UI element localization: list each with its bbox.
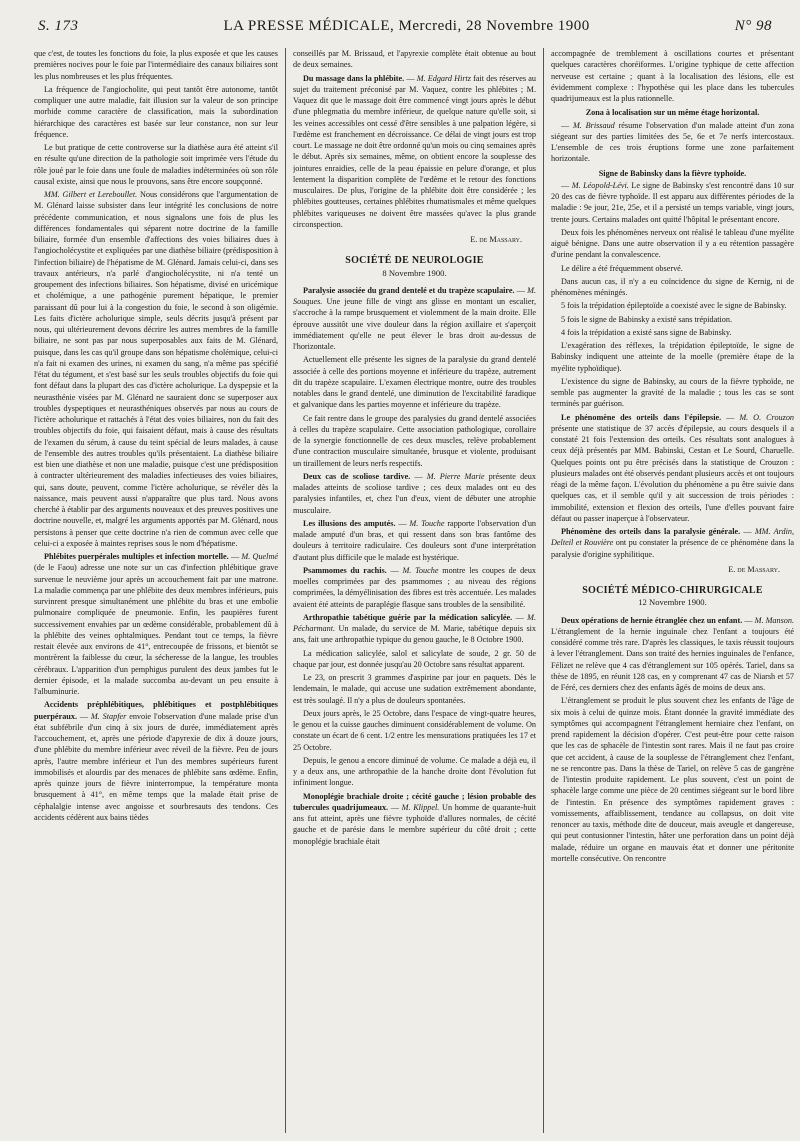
paragraph-text: (de le Faou) adresse une note sur un cas d'infection phlébitique grave survenue le neuvième jour après un accouchement fait par une matrone. La maladie commença par une phlébite des deux membres inférieurs, puis survinrent presque simultanément une phlébite du bras et une embolie pulmonaire compliquée de pneumonie. Enfin, les paupières furent successivement envahies par un œdème considérable, probablement dû à la phlébite des veines ophtalmiques. Pendant tout ce temps, la fièvre restait élevée aux environs de 41°, entrecoupée de frissons, et bientôt se montrèrent la faiblesse du cœur, la sécheresse de la langue, les troubles cérébraux. L'apparition d'un pemphigus purulent des deux jambes fut le dernier épisode, et la malade succomba au-devant un peu ensuite à l'albuminurie. [34,563,278,696]
column-2 [293,48,536,1135]
article-title: Arthropathie tabétique guérie par la médication salicylée. [303,612,513,622]
author-name: M. Touche [409,518,445,528]
paragraph: Arthropathie tabétique guérie par la médication salicylée. — M. Pécharmant. Un malade, du service de M. Marie, tabétique depuis six ans, fait une arthropathie typique du genou gauche, le 8 Octobre 1900. [293,612,536,645]
author-name: M. Manson. [754,615,794,625]
paragraph: La fréquence de l'angiocholite, qui peut tantôt être autonome, tantôt compliquer une autre maladie, fait illusion sur la valeur de son principe morbide comme caractère de classification, mais la subordination hiérarchique des caractères est basée sur leur constance, non sur leur fréquence. [34,84,278,139]
author-name: M. Klippel. [401,802,440,812]
column-rule [543,48,544,1133]
paragraph: Ce fait rentre dans le groupe des paralysies du grand dentelé associées à celles du trapèze scapulaire. Cette association pathologique, corollaire de la synergie fonctionnelle de ces deux muscles, relève probablement d'une contraction musculaire simultanée, brusque et violente, produisant un tiraillement de leurs nerfs respectifs. [293,413,536,468]
paragraph: 4 fois la trépidation a existé sans signe de Babinsky. [561,327,732,337]
paragraph: Phénomène des orteils dans la paralysie générale. — MM. Ardin, Delteil et Rouvière ont pu constater la présence de ce phénomène dans la paralysie d'origine syphilitique. [551,527,794,559]
article-title: Accidents préphlébitiques, phlébitiques et postphlébitiques puerpéraux. [34,700,278,721]
paragraph: La médication salicylée, salol et salicylate de soude, 2 gr. 50 de chaque par jour, est donnée jusqu'au 20 Octobre sans résultat apparent. [293,648,536,669]
paragraph-text: Nous considérons que l'argumentation de M. Glénard laisse subsister dans leur intégrité les conclusions de notre précédente communication, et nous signalons une fois de plus les différences fondamentales qui séparent notre doctrine de la famille biliaire, formée d'un ensemble d'affections des voies biliaires dues à l'angiocholécystite et expliquées par une diathèse biliaire (prédisposition à l'infection biliaire) de l'hépatisme de M. Glénard. Jamais celui-ci, dans ses travaux antérieurs, n'a parlé d'angiocholécystite, ni n'a tenté un groupement des infections biliaires. Son hépatisme, divisé en uricémique et cholémique, a une pathogénie purement hépatique, le premier paraissant dû pour lui à la congestion du foie, le second à son oligémie. Les faits d'ictère acholurique simple, seuls décrits jusqu'à présent par nous, qui ultérieurement devons décrire les autres membres de la famille biliaire, ne sont pas par nous superposables aux faits de M. Glénard, puisque, dans les cas qu'il groupe dans son hépatisme cholémique, celui-ci n'a fait ni examen des urines, ni examen du sang, n'a même pas spécifié l'état du tégument, et s'est basé sur les seuls troubles objectifs du foie qui font défaut dans la plupart des cas d'ictère acholurique. La dyspepsie et la neurasthénie visées par M. Glénard ne sauraient donc se superposer aux troubles dyspeptiques et neurasthéniques observés par nous au cours de l'ictère acholurique et rattachés à l'état des voies biliaires, non du fait des troubles objectifs du foie, qui faisaient défaut, mais à cause des résultats de l'examen du sérum, à cause du teint spécial de leurs malades, à cause de l'ensemble des autres troubles qu'ils présentaient. La diathèse biliaire est bien une diathèse et non une maladie, puisque c'est une prédisposition à contracter ultérieurement des maladies infectieuses des voies biliaires, qui, sans doute, peuvent, comme l'ictère acholurique, se révéler dès la naissance, mais peuvent aussi n'apparaître que plus tard. Nous avons cherché à établir par des arguments nouveaux et des preuves positives une doctrine nouvelle, et, malgré les arguments apportés par M. Glénard, nous persistons à penser que cette doctrine n'a rien de commun avec celle que celui-ci a exposée à maintes reprises sous le nom d'hépatisme. [34,190,278,548]
paragraph: Paralysie associée du grand dentelé et du trapèze scapulaire. — M. Souques. Une jeune fille de vingt ans glisse en montant un escalier, s'accroche à la rampe brusquement et violemment de la main droite. Elle éprouve aussitôt une vive douleur dans la région axillaire et s'aperçoit immédiatement qu'elle ne peut élever le bras droit au-dessus de l'horizontale. [293,285,536,351]
article-title: Monoplégie brachiale droite ; cécité gauche ; lésion probable des tubercules quadrijumeaux. [293,791,536,812]
paragraph-text: L'étranglement de la hernie inguinale chez l'enfant a toujours été considéré comme très rare. D'après les classiques, le taxis réussit toujours à lever l'étranglement. Dans son traité des hernies inguinales de l'enfance, Félizet ne relève que 4 cas d'étranglement sur 105 opérés. Tariel, dans sa thèse de 1895, en réunit 128 cas, en y comprenant 47 cas de Niarsh et 57 de Féré, ces derniers chez des enfants âgés de moins de deux ans. [551,626,794,692]
author-name: M. Pierre Marie [426,471,485,481]
paragraph: — M. Brissaud résume l'observation d'un malade atteint d'un zona siégeant sur des parties limitées des 5e, 6e et 7e nerfs intercostaux. L'ensemble de ces trois éruptions forme une zone parfaitement horizontale. [551,120,794,164]
journal-title: LA PRESSE MÉDICALE, Mercredi, 28 Novembre 1900 [223,18,590,34]
paragraph: 5 fois le signe de Babinsky a existé sans trépidation. [561,314,732,324]
article-title: Psammomes du rachis. [303,565,387,575]
column-3 [551,48,794,1135]
paragraph: Le but pratique de cette controverse sur la diathèse aura été atteint s'il en résulte qu'une direction de la pathologie soit imprimée vers l'étude du rôle joué par le foie dans une foule de maladies indéterminées où son rôle causal existe, ainsi que nous le prouvons, sans être encore soupçonné. [34,143,278,186]
paragraph: 5 fois la trépidation épileptoïde a coexisté avec le signe de Babinsky. [561,301,787,311]
author-name: M. Léopold-Lévi. [571,180,629,190]
paragraph [34,189,278,549]
signature: E. de Massary. [470,235,522,244]
paragraph: Le 23, on prescrit 3 grammes d'aspirine par jour en paquets. Dès le lendemain, le malade, qui accuse une sudation extrêmement abondante, est très soulagé. Il n'y a plus de douleurs spontanées. [293,673,536,705]
paragraph-text: rapporte l'observation d'un malade amputé d'un bras, et qui ressent dans son bras fantôme des douleurs à territoire radiculaire. Ces douleurs sont d'une interprétation d'autant plus difficile que le malade est hystérique. [293,518,536,562]
paragraph: Deux jours après, le 25 Octobre, dans l'espace de vingt-quatre heures, le genou et la cuisse gauches diminuent considérablement de volume. On constate un écart de 6 cent. 1/2 entre les mensurations pratiquées les 17 et 25 Octobre. [293,708,536,752]
paragraph: que c'est, de toutes les fonctions du foie, la plus exposée et que les causes premières nocives pour le foie par l'intermédiaire des canaux biliaires sont les plus nombreuses et les plus fréquentes. [34,49,278,81]
section-date: 12 Novembre 1900. [638,597,707,608]
paragraph: Le phénomène des orteils dans l'épilepsie. — M. O. Crouzon présente une statistique de 37 accès d'épilepsie, au cours desquels il a constaté 21 fois l'extension des orteils. Ces résultats sont analogues à ceux déjà présentés par MM. Babinski, Cestan et Le Sourd, Charuelle. Quelques points ont pu être précisés dans la statistique de Crouzon : plusieurs malades ont été observés pendant plusieurs accès et ont toujours réagi de la même façon. L'évolution du phénomène a pu être suivie dans quelques cas, et il semble qu'il y ait succession de trois périodes : immobilité, extension et flexion des orteils, l'une d'elles pouvant faire défaut ou passer inaperçue à l'observateur. [551,412,794,523]
author-name: M. Stapfer [90,711,127,721]
section-title: SOCIÉTÉ MÉDICO-CHIRURGICALE [582,585,763,596]
paragraph: Psammomes du rachis. — M. Touche montre les coupes de deux moelles comprimées par des psammomes ; au niveau des régions comprimées, la démyélinisation des fibres est très accentuée. Les malades avaient été atteints de paraplégie flasque sans troubles de la sensibilité. [293,565,536,609]
article-title: Zona à localisation sur un même étage horizontal. [585,108,760,118]
paragraph: L'exagération des réflexes, la trépidation épileptoïde, le signe de Babinsky indiquent une atteinte de la moelle (première étape de la myélite typhoïdique). [551,341,794,373]
paragraph-text: montre les coupes de deux moelles comprimées par des psammomes ; au niveau des régions comprimées, la démyélinisation des fibres est très accentuée. Les malades avaient été atteints de paraplégie flasque sans troubles de la sensibilité. [293,565,536,609]
paragraph: Les illusions des amputés. — M. Touche rapporte l'observation d'un malade amputé d'un bras, et qui ressent dans son bras fantôme des douleurs à territoire radiculaire. Ces douleurs sont d'une interprétation d'autant plus difficile que le malade est hystérique. [293,518,536,562]
author-name: M. Touche [402,565,439,575]
paragraph: — M. Léopold-Lévi. Le signe de Babinsky s'est rencontré dans 10 sur 20 des cas de fièvre typhoïde. Il est apparu aux différentes périodes de la maladie : 9e jour, 21e, 25e, et il a persisté un temps variable, vingt jours, trente jours. Certains malades ont quitté l'hôpital le présentant encore. [551,180,794,224]
article-title: Le phénomène des orteils dans l'épilepsie. [561,412,722,422]
author-name: M. Souques. [293,285,536,306]
paragraph: Le délire a été fréquemment observé. [561,263,683,273]
author-name: M. Pécharmant. [293,612,536,633]
section-title: SOCIÉTÉ DE NEUROLOGIE [345,255,484,267]
column-1 [34,48,278,1135]
paragraph-text: ont pu constater la présence de ce phénomène dans la paralysie d'origine syphilitique. [551,538,794,559]
paragraph-text: présente une statistique de 37 accès d'épilepsie, au cours desquels il a constaté 21 fois l'extension des orteils. Ces résultats sont analogues à ceux déjà présentés par MM. Babinski, Cestan et Le Sourd, Charuelle. Quelques points ont pu être précisés dans la statistique de Crouzon : plusieurs malades ont été observés pendant plusieurs accès et ont toujours réagi de la même façon. L'évolution du phénomène a pu être suivie dans quelques cas, et il semble qu'il y ait succession de trois périodes : immobilité, extension et flexion des orteils, l'une d'elles pouvant faire défaut ou passer inaperçue à l'observateur. [551,423,794,523]
paragraph: Deux fois les phénomènes nerveux ont réalisé le tableau d'une myélite aiguë bénigne. Dans une autre observation il y a eu rétention passagère d'urine pendant la convalescence. [551,227,794,260]
signature: E. de Massary. [728,564,780,574]
paragraph-text: Le signe de Babinsky s'est rencontré dans 10 sur 20 des cas de fièvre typhoïde. Il est apparu aux différentes périodes de la maladie : 9e jour, 21e, 25e, et il a persisté un temps variable, vingt jours, trente jours. Certains malades ont quitté l'hôpital le présentant encore. [551,180,794,224]
paragraph-text: Un homme de quarante-huit ans fut atteint, après une fièvre typhoïde d'allures normales, de cécité gauche et de parésie dans le membre supérieur du côté droit ; cette monoplégie brachiale était [293,802,536,846]
article-title: Phénomène des orteils dans la paralysie générale. [561,527,741,536]
issue-number: N° 98 [734,18,772,34]
paragraph-text: présente deux malades atteints de scoliose tardive ; ces deux malades ont eu des paralysies infantiles, et, chez l'un d'eux, vient de débuter une atrophie musculaire. [293,471,536,515]
article-title: Signe de Babinsky dans la fièvre typhoïde. [598,168,747,178]
paragraph: Dans aucun cas, il n'y a eu coïncidence du signe de Kernig, ni de phénomènes méningés. [551,276,794,297]
article-title: Les illusions des amputés. [303,518,396,528]
page-header [38,18,772,40]
paragraph-text: Un malade, du service de M. Marie, tabétique depuis six ans, fait une arthropathie typique du genou gauche, le 8 Octobre 1900. [293,624,536,645]
section-date: 8 Novembre 1900. [382,267,447,278]
paragraph-text: fait des réserves au sujet du traitement préconisé par M. Vaquez, contre les phlébites ; M. Vaquez dit que le massage doit être commencé vingt jours après le début d'une phlegmatia du membre inférieur, de quelque nature qu'elle soit, si les veines accessibles ont cessé d'être sensibles à une palpation légère, si l'œdème est franchement en décroissance. Ce délai de vingt jours est trop court. Le massage ne doit être ordonné qu'un mois ou cinq semaines après le début. Après six semaines, même, on obtient encore la souplesse des jointures enraidies, celle de la peau épaissie en pelure d'orange, et plus lentement la disparition complète de l'œdème et le retour des fonctions musculaires. De plus, l'origine de la phlébite doit être considérée ; les phlébites goutteuses, certaines phlébites rhumatismales et même quelques phlébites variqueuses ne doivent être massées qu'avec la plus grande circonspection. [293,73,536,229]
paragraph: accompagnée de tremblement à oscillations courtes et présentant quelques caractères choréiformes. L'origine typhique de cette affection nerveuse est certaine ; quant à la localisation des lésions, elle est évidemment complexe : l'hypothèse qui les place dans les tubercules quadrijumeaux est la plus rationnelle. [551,49,794,103]
article-title: Du massage dans la phlébite. [303,73,405,83]
paragraph: Deux cas de scoliose tardive. — M. Pierre Marie présente deux malades atteints de scoliose tardive ; ces deux malades ont eu des paralysies infantiles, et, chez l'un d'eux, vient de débuter une atrophie musculaire. [293,471,536,515]
article-title: Deux opérations de hernie étranglée chez un enfant. [561,615,743,625]
author-name: M. O. Crouzon [739,412,794,422]
paragraph: L'existence du signe de Babinsky, au cours de la fièvre typhoïde, ne semble pas augmenter la gravité de la maladie ; tous les cas se sont terminés par guérison. [551,376,794,409]
column-rule [285,48,286,1133]
paragraph: Depuis, le genou a encore diminué de volume. Ce malade a déjà eu, il y a deux ans, une arthropathie de la hanche droite dont l'évolution fut infiniment longue. [293,755,536,788]
paragraph-text: résume l'observation d'un malade atteint d'un zona siégeant sur des parties limitées des 5e, 6e et 7e nerfs intercostaux. L'ensemble de ces trois éruptions forme une zone parfaitement horizontale. [551,120,794,164]
author-name: MM. Gilbert et Lereboullet. [44,190,138,199]
paragraph: Actuellement elle présente les signes de la paralysie du grand dentelé associée à celle des portions moyenne et inférieure du trapèze, autrement dit du trapèze scapulaire. L'examen électrique montre, outre des troubles notables dans le grand dentelé, une diminution de l'excitabilité faradique et galvanique dans les parties moyenne et inférieure du trapèze. [293,355,536,410]
article-title: Deux cas de scoliose tardive. [303,471,411,481]
author-name: M. Edgard Hirtz [416,73,471,83]
paragraph-text: Une jeune fille de vingt ans glisse en montant un escalier, s'accroche à la rampe brusquement et violemment de la main droite. Elle éprouve aussitôt une vive douleur dans la région axillaire et s'aperçoit immédiatement qu'elle ne peut élever le bras droit au-dessus de l'horizontale. [293,297,536,351]
article-title: Paralysie associée du grand dentelé et du trapèze scapulaire. [303,285,515,295]
paragraph: conseillés par M. Brissaud, et l'apyrexie complète était obtenue au bout de deux semaines. [293,49,536,70]
author-name: M. Quelmé [241,552,278,561]
article-title: Phlébites puerpérales multiples et infection mortelle. [44,552,229,561]
paragraph-text: envoie l'observation d'une malade prise d'un état subfébrile d'un cinq à six jours de durée, immédiatement après l'accouchement, et, après une période d'apyrexie de dix à douze jours, d'une phlébite du membre inférieur avec réveil de la fièvre. Peu de jours après, l'autre membre inférieur et l'un des membres supérieurs furent immobilisés et alourdis par des menaces de phlébite sans œdème. Enfin, après quinze jours de fièvre ininterrompue, la température monta brusquement à 41°, en même temps que la malade était prise de céphalalgie intense avec angoisse et sourbresauts des tendons. Ces accidents cédèrent aux bains tièdes [34,711,278,822]
author-name: MM. Ardin, Delteil et Rouvière [551,527,794,548]
paragraph: Deux opérations de hernie étranglée chez un enfant. — M. Manson. L'étranglement de la hernie inguinale chez l'enfant a toujours été considéré comme très rare. D'après les classiques, le taxis réussit toujours à lever l'étranglement. Dans son traité des hernies inguinales de l'enfance, Félizet ne relève que 4 cas d'étranglement sur 105 opérés. Tariel, dans sa thèse de 1895, en réunit 128 cas, en y comprenant 47 cas de Niarsh et 57 de Féré, ces derniers chez des enfants âgés de moins de deux ans. [551,615,794,692]
page-number: S. 173 [38,18,79,34]
paragraph: Accidents préphlébitiques, phlébitiques et postphlébitiques puerpéraux. — M. Stapfer envoie l'observation d'une malade prise d'un état subfébrile d'un cinq à six jours de durée, immédiatement après l'accouchement, et, après une période d'apyrexie de dix à douze jours, d'une phlébite du membre inférieur avec réveil de la fièvre. Peu de jours après, l'autre membre inférieur et l'un des membres supérieurs furent immobilisés et alourdis par des menaces de phlébite sans œdème. Enfin, après quinze jours de fièvre ininterrompue, la température monta brusquement à 41°, en même temps que la malade était prise de céphalalgie intense avec angoisse et sourbresauts des tendons. Ces accidents cédèrent aux bains tièdes [34,700,278,822]
author-name: M. Brissaud [572,120,615,130]
paragraph: Phlébites puerpérales multiples et infection mortelle. — M. Quelmé (de le Faou) adresse une note sur un cas d'infection phlébitique grave survenue le neuvième jour après un accouchement fait par une matrone. La maladie commença par une phlébite des deux membres inférieurs, puis survinrent presque simultanément une phlébite du bras et une embolie pulmonaire compliquée de pneumonie. Enfin, les paupières furent successivement envahies par un œdème considérable, probablement dû à la phlébite des veines ophtalmiques. Pendant tout ce temps, la fièvre restait élevée aux environs de 41°, entrecoupée de frissons, et bientôt se montrèrent la faiblesse du cœur, la sécheresse de la langue, les troubles cérébraux. L'apparition d'un pemphigus purulent des deux jambes fut le dernier épisode, et la malade succomba au-devant un peu ensuite à l'albuminurie. [34,552,278,696]
paragraph: Monoplégie brachiale droite ; cécité gauche ; lésion probable des tubercules quadrijumeaux. — M. Klippel. Un homme de quarante-huit ans fut atteint, après une fièvre typhoïde d'allures normales, de cécité gauche et de parésie dans le membre supérieur du côté droit ; cette monoplégie brachiale était [293,791,536,846]
paragraph: L'étranglement se produit le plus souvent chez les enfants de l'âge de six mois à celui de quinze mois. Étant donnée la gravité immédiate des symptômes qui accompagnent l'étranglement herniaire chez l'enfant, on prend rapidement la décision d'opérer. C'est peut-être pour cette raison que les cas de sphacèle de l'intestin sont rares. Mais il ne faut pas croire que cet accident, à cause de la souplesse de l'étranglement chez l'enfant, ne se rencontre pas. Dans la thèse de Tariel, on relève 5 cas de gangrène de l'intestin produite rapidement. Le plus souvent, c'est un point de sphacèle large comme une pièce de 20 centimes siégeant sur le bord libre de l'intestin. En présence des symptômes rapidement graves : vomissements, affaiblissement, tendance au collapsus, on doit vite renoncer au taxis, méthode dite de douceur, mais aveugle et dangereuse, qui peut contusionner l'intestin, hâter une perforation dans un point déjà malade, réduire un organe en mauvais état et donner une péritonite mortelle consécutive. On rencontre [551,696,794,863]
paragraph: Du massage dans la phlébite. — M. Edgard Hirtz fait des réserves au sujet du traitement préconisé par M. Vaquez, contre les phlébites ; M. Vaquez dit que le massage doit être commencé vingt jours après le début d'une phlegmatia du membre inférieur, de quelque nature qu'elle soit, si les veines accessibles ont cessé d'être sensibles à une palpation légère, si l'œdème est franchement en décroissance. Ce délai de vingt jours est trop court. Le massage ne doit être ordonné qu'un mois ou cinq semaines après le début. Après six semaines, même, on obtient encore la souplesse des jointures enraidies, celle de la peau épaissie en pelure d'orange, et plus lentement la disparition complète de l'œdème et le retour des fonctions musculaires. De plus, l'origine de la phlébite doit être considérée ; les phlébites goutteuses, certaines phlébites rhumatismales et même quelques phlébites variqueuses ne doivent être massées qu'avec la plus grande circonspection. [293,73,536,229]
